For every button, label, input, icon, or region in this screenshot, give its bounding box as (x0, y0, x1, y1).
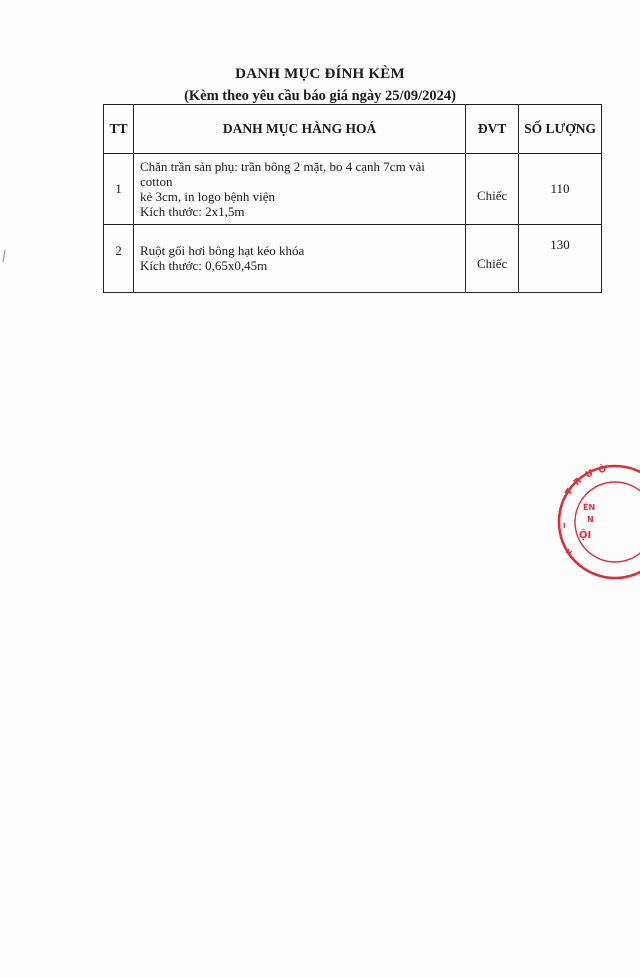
svg-text:Ờ: Ờ (597, 464, 608, 476)
svg-text:I: I (563, 522, 566, 530)
svg-text:T: T (563, 487, 576, 498)
row-name-line: Kích thước: 2x1,5m (139, 203, 245, 219)
table-header-row (104, 105, 602, 154)
header-qty: SỐ LƯỢNG (519, 105, 602, 154)
row-name-line: Kích thước: 0,65x0,45m (139, 258, 268, 273)
svg-text:Ư: Ư (584, 468, 596, 481)
row-unit: Chiếc (466, 154, 519, 225)
table-row (104, 154, 602, 225)
margin-tick-mark (2, 250, 6, 262)
svg-text:R: R (572, 476, 585, 489)
red-seal-stamp (555, 462, 640, 582)
row-unit: Chiếc (466, 225, 519, 293)
row-tt: 1 (104, 154, 134, 225)
row-name (133, 225, 465, 293)
row-name (133, 154, 465, 225)
row-name-line: Chăn trần sản phụ: trần bông 2 mặt, bo 4 cạnh 7cm vải cotton (139, 158, 425, 189)
header-name: DANH MỤC HÀNG HOÁ (133, 105, 465, 154)
svg-text:ỘI: ỘI (579, 530, 592, 541)
goods-table (103, 104, 602, 293)
row-qty: 110 (519, 154, 602, 225)
svg-text:ÊN: ÊN (583, 503, 596, 512)
row-name-line: Ruột gối hơi bông hạt kéo khóa (139, 243, 305, 258)
header-unit: ĐVT (466, 105, 519, 154)
row-qty: 130 (519, 225, 602, 293)
row-name-line: kẻ 3cm, in logo bệnh viện (139, 188, 275, 204)
table-row (104, 225, 602, 293)
document-subtitle: (Kèm theo yêu cầu báo giá ngày 25/09/2024) (184, 88, 456, 104)
svg-text:H: H (563, 547, 574, 558)
row-tt: 2 (104, 225, 134, 293)
document-title: DANH MỤC ĐÍNH KÈM (235, 66, 405, 82)
svg-text:N: N (587, 515, 594, 524)
header-tt: TT (104, 105, 134, 154)
